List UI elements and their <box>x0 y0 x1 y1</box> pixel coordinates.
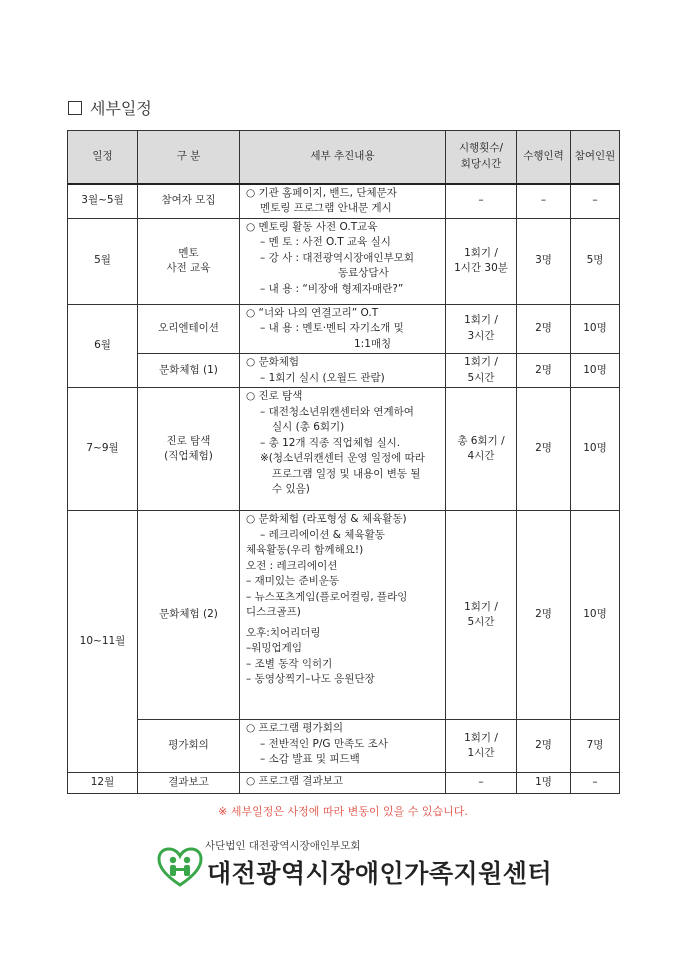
staff-cell: 2명 <box>517 354 571 388</box>
content-line: ○ 멘토링 활동 사전 O.T교육 <box>246 220 378 233</box>
content-line: 실시 (총 6회기) <box>272 421 345 433</box>
table-row <box>68 354 620 388</box>
content-line: – 멘 토 : 사전 O.T 교육 실시 <box>260 236 391 248</box>
content-line: 프로그램 일정 및 내용이 변동 될 <box>272 467 421 480</box>
staff-cell: 3명 <box>517 218 571 304</box>
times-cell: 1회기 / 3시간 <box>446 304 517 354</box>
content-cell <box>240 304 446 354</box>
table-row <box>68 720 620 773</box>
header-times: 시행횟수/ 회당시간 <box>446 131 517 184</box>
content-line: – 내 용 : 멘토·멘티 자기소개 및 <box>260 322 404 334</box>
content-cell <box>240 388 446 511</box>
category-cell: 문화체험 (2) <box>138 511 240 720</box>
content-line: – 조별 동작 익히기 <box>246 657 333 670</box>
content-line: 수 있음) <box>272 483 310 495</box>
category-cell: 문화체험 (1) <box>138 354 240 388</box>
header-content: 세부 추진내용 <box>240 131 446 184</box>
organization-title: 대전광역시장애인가족지원센터 <box>207 859 553 888</box>
staff-cell: 1명 <box>517 773 571 794</box>
category-cell: 결과보고 <box>138 773 240 794</box>
content-line: ○ 문화체험 (라포형성 & 체육활동) <box>246 513 407 525</box>
content-line: 동료상담사 <box>338 267 389 279</box>
staff-cell: – <box>517 184 571 219</box>
content-line: 오후:치어리더링 <box>246 626 321 639</box>
staff-cell: 2명 <box>517 720 571 773</box>
content-line: – 뉴스포츠게임(플로어컬링, 플라잉 <box>246 590 408 603</box>
table-row <box>68 773 620 794</box>
header-staff: 수행인력 <box>517 131 571 184</box>
content-cell <box>240 511 446 720</box>
content-cell <box>240 720 446 773</box>
section-heading <box>68 96 152 119</box>
times-cell: 1회기 / 5시간 <box>446 354 517 388</box>
content-cell <box>240 354 446 388</box>
participants-cell: – <box>571 184 620 219</box>
content-line: ○ “너와 나의 연결고리” O.T <box>246 306 379 319</box>
table-row <box>68 218 620 304</box>
checkbox-square-icon <box>68 101 82 115</box>
staff-cell: 2명 <box>517 511 571 720</box>
content-line: – 재미있는 준비운동 <box>246 575 340 587</box>
times-cell: – <box>446 184 517 219</box>
schedule-cell: 7~9월 <box>68 388 138 511</box>
schedule-cell: 5월 <box>68 218 138 304</box>
header-category: 구 분 <box>138 131 240 184</box>
staff-cell: 2명 <box>517 304 571 354</box>
schedule-cell: 3월~5월 <box>68 184 138 219</box>
content-cell <box>240 184 446 219</box>
participants-cell: 10명 <box>571 511 620 720</box>
content-line: ○ 기관 홈페이지, 밴드, 단체문자 <box>246 186 397 199</box>
content-line: ○ 프로그램 결과보고 <box>246 775 343 787</box>
content-line: – 레크리에이션 & 체육활동 <box>260 528 385 541</box>
content-line: 체육활동(우리 함께해요!) <box>246 544 364 556</box>
times-cell: 1회기 / 5시간 <box>446 511 517 720</box>
schedule-cell: 6월 <box>68 304 138 388</box>
family-logo-icon <box>157 847 203 887</box>
content-line: 1:1매칭 <box>354 337 392 350</box>
table-row <box>68 184 620 219</box>
content-line: 멘토링 프로그램 안내문 게시 <box>260 202 392 214</box>
content-line: 디스크골프) <box>246 606 301 618</box>
content-cell <box>240 773 446 794</box>
content-line: – 강 사 : 대전광역시장애인부모회 <box>260 251 414 264</box>
content-line: – 총 12개 직종 직업체험 실시. <box>260 436 401 449</box>
section-title: 세부일정 <box>90 99 152 118</box>
schedule-cell: 12월 <box>68 773 138 794</box>
category-cell: 오리엔테이션 <box>138 304 240 354</box>
times-cell: 1회기 / 1시간 30분 <box>446 218 517 304</box>
content-line: 오전 : 레크리에이션 <box>246 559 338 572</box>
organization-subtitle: 사단법인 대전광역시장애인부모회 <box>205 840 361 852</box>
content-line: ○ 문화체험 <box>246 356 300 368</box>
content-line: ○ 프로그램 평가회의 <box>246 722 343 734</box>
category-cell: 멘토 사전 교육 <box>138 218 240 304</box>
content-line: – 내 용 : “비장애 형제자매란?” <box>260 282 404 295</box>
participants-cell: 10명 <box>571 354 620 388</box>
content-line: ※(청소년위캔센터 운영 일정에 따라 <box>260 452 425 464</box>
table-row <box>68 511 620 720</box>
content-line: – 동영상찍기–나도 응원단장 <box>246 673 375 685</box>
category-cell: 진로 탐색 (직업체험) <box>138 388 240 511</box>
schedule-cell: 10~11월 <box>68 511 138 773</box>
participants-cell: – <box>571 773 620 794</box>
participants-cell: 5명 <box>571 218 620 304</box>
category-cell: 평가회의 <box>138 720 240 773</box>
times-cell: 1회기 / 1시간 <box>446 720 517 773</box>
participants-cell: 10명 <box>571 388 620 511</box>
content-line: – 대전청소년위캔센터와 연계하여 <box>260 405 414 418</box>
content-line: – 전반적인 P/G 만족도 조사 <box>260 737 388 750</box>
staff-cell: 2명 <box>517 388 571 511</box>
content-line: – 1회기 실시 (오월드 관람) <box>260 371 385 384</box>
content-line: ○ 진로 탐색 <box>246 390 303 402</box>
table-row <box>68 388 620 511</box>
header-row <box>68 131 620 184</box>
participants-cell: 10명 <box>571 304 620 354</box>
schedule-table <box>67 130 620 794</box>
header-participants: 참여인원 <box>571 131 620 184</box>
content-line: –워밍업게임 <box>246 642 302 654</box>
content-line: – 소감 발표 및 피드백 <box>260 753 360 765</box>
content-cell <box>240 218 446 304</box>
times-cell: 총 6회기 / 4시간 <box>446 388 517 511</box>
table-row <box>68 304 620 354</box>
times-cell: – <box>446 773 517 794</box>
header-schedule: 일정 <box>68 131 138 184</box>
category-cell: 참여자 모집 <box>138 184 240 219</box>
participants-cell: 7명 <box>571 720 620 773</box>
schedule-note: ※ 세부일정은 사정에 따라 변동이 있을 수 있습니다. <box>218 805 468 818</box>
